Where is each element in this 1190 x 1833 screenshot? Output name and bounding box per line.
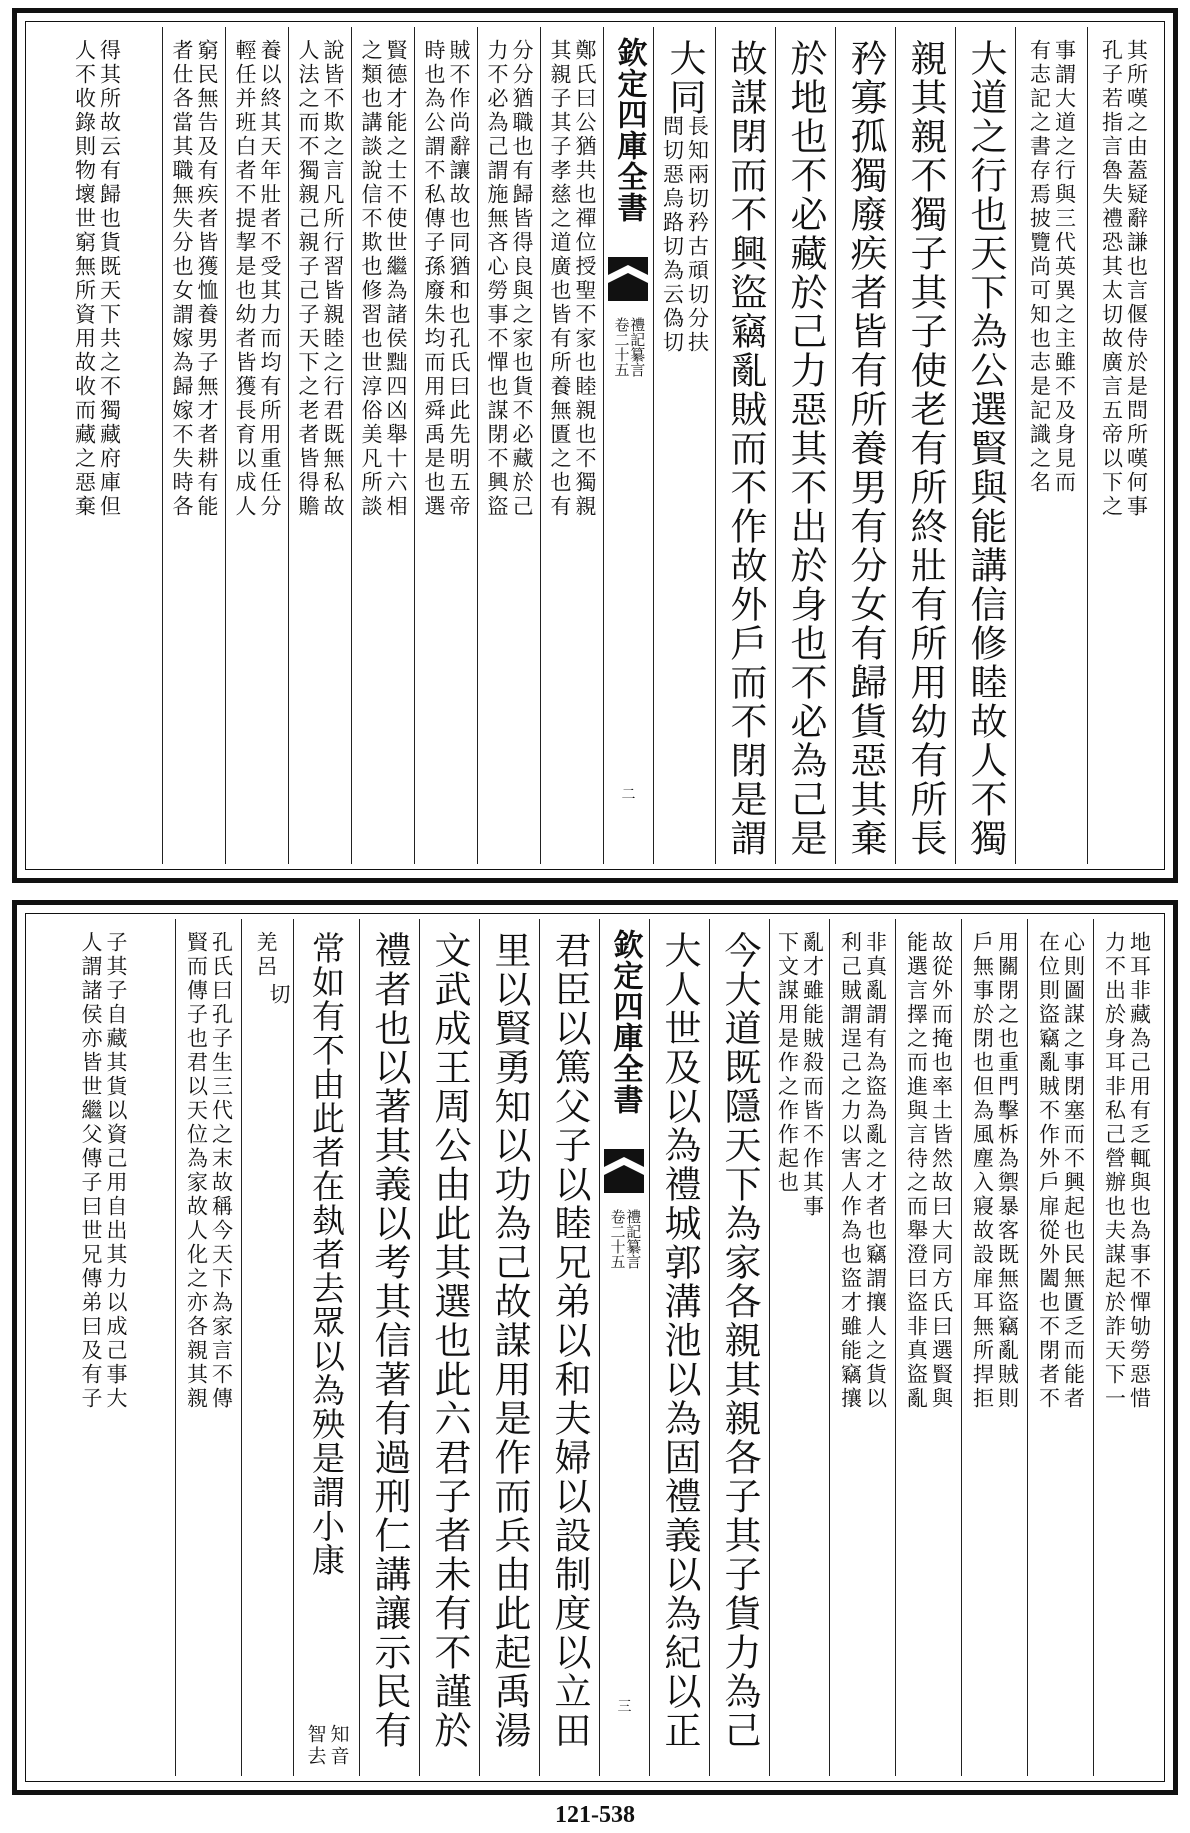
- pronunciation-note: 智去: [304, 1724, 327, 1768]
- commentary-line: 有志記之書存焉披覽尚可知也志是記識之名: [1027, 39, 1052, 495]
- book-title: 欽定四庫全書: [607, 929, 643, 1115]
- lower-page: [12, 900, 1178, 1795]
- commentary-line: 地耳非藏為己用有乏輒與也為事不憚劬勞惡惜: [1127, 931, 1152, 1411]
- pronunciation-note: 長知兩切矜古頑切分扶: [685, 115, 710, 355]
- main-text: 今大道既隱天下為家各親其親各子其子貨力為己: [718, 931, 761, 1750]
- volume-label: 禮記纂言 卷二十五: [612, 317, 647, 377]
- commentary-line: 賢德才能之士不使世繼為諸侯黜四凶舉十六相: [384, 39, 408, 519]
- commentary-column: [1027, 919, 1093, 1776]
- main-text-column: [649, 919, 709, 1776]
- commentary-line: 說皆不欺之言凡所行習皆親睦之行君既無私故: [321, 39, 345, 519]
- commentary-line: 戶無事於閉也但為風塵入寢故設扉耳無所捍拒: [970, 931, 995, 1411]
- commentary-line: 賊不作尚辭讓故也同猶和也孔氏曰此先明五帝: [447, 39, 471, 519]
- commentary-line: 子其子自藏其貨以資己用自出其力以成己事大: [104, 931, 128, 1411]
- main-text-column: [715, 27, 775, 864]
- commentary-column: [162, 27, 225, 864]
- commentary-line: 能選言擇之而進與言待之而舉澄曰盜非真盜亂: [904, 931, 929, 1411]
- commentary-line: 事謂大道之行與三代英異之主雖不及身見而: [1052, 39, 1077, 495]
- main-text-column: [955, 27, 1015, 864]
- main-text: 禮者也以著其義以考其信著有過刑仁講讓示民有: [368, 931, 411, 1750]
- commentary-line: 分分猶職也有歸皆得良與之家也貨不必藏於己: [510, 39, 534, 519]
- commentary-column: [829, 919, 895, 1776]
- commentary-line: 窮民無告及有疾者皆獲恤養男子無才者耕有能: [195, 39, 219, 519]
- main-text: 大道之行也天下為公選賢與能講信修睦故人不獨: [964, 39, 1007, 858]
- folio-number: 三: [617, 1699, 632, 1715]
- main-text: 大人世及以為禮城郭溝池以為固禮義以為紀以正: [658, 931, 701, 1750]
- commentary-column: [1087, 27, 1159, 864]
- commentary-line: 養以終其天年壯者不受其力而均有所用重任分: [258, 39, 282, 519]
- commentary-column: [31, 27, 162, 864]
- commentary-line: 得其所故云有歸也貨既天下共之不獨藏府庫但: [97, 39, 122, 519]
- commentary-column: [288, 27, 351, 864]
- page-number: 121-538: [555, 1802, 635, 1828]
- commentary-line: 鄭氏曰公猶共也禪位授聖不家也睦親也不獨親: [573, 39, 597, 519]
- commentary-column: [225, 27, 288, 864]
- main-text: 故謀閉而不興盜竊亂賊而不作故外戶而不閉是謂: [724, 39, 767, 858]
- commentary-line: 人法之而不獨親己親子己子天下之老者皆得贍: [296, 39, 320, 519]
- commentary-line: 非真亂謂有為盜為亂之才者也竊謂攘人之貨以: [863, 931, 888, 1411]
- commentary-line: 下文謀用是作之作作起也: [775, 931, 800, 1195]
- main-text-column: [895, 27, 955, 864]
- main-text-column: [709, 919, 769, 1776]
- commentary-column: [895, 919, 961, 1776]
- commentary-line: 者仕各當其職無失分也女謂嫁為歸嫁不失時各: [170, 39, 194, 519]
- commentary-line: 故從外而掩也率土皆然故曰大同方氏曰選賢與: [929, 931, 954, 1411]
- commentary-line: 力不出於身耳非私己營辦也夫謀起於詐天下一: [1102, 931, 1127, 1411]
- main-text: 親其親不獨子其子使老有所終壯有所用幼有所長: [904, 39, 947, 858]
- main-text-column: [419, 919, 479, 1776]
- main-text: 君臣以篤父子以睦兄弟以和夫婦以設制度以立田: [548, 931, 591, 1750]
- pronunciation-note: 知音: [327, 1724, 350, 1768]
- commentary-line: 人謂諸侯亦皆世繼父傳子曰世兄傳弟曰及有子: [79, 931, 103, 1411]
- main-text: 大同: [663, 39, 706, 117]
- commentary-line: 其親子其子孝慈之道廣也皆有所養無匱之也有: [548, 39, 572, 519]
- main-text-column: [835, 27, 895, 864]
- main-text-column: [479, 919, 539, 1776]
- pronunciation-note: 問切惡烏路切為云偽切: [660, 115, 685, 355]
- commentary-column: [961, 919, 1027, 1776]
- commentary-line: 利己賊謂逞己之力以害人作為也盜才雖能竊攘: [838, 931, 863, 1411]
- upper-page: [12, 8, 1178, 883]
- commentary-column: [175, 919, 241, 1776]
- commentary-line: 輕任并班白者不提挈是也幼者皆獲長育以成人: [233, 39, 257, 519]
- commentary-line: 之類也講談說信不欺也修習也世淳俗美凡所談: [359, 39, 383, 519]
- folio-number: 二: [621, 787, 636, 803]
- lower-page-columns: [31, 919, 1159, 1776]
- commentary-line: 心則圖謀之事閉塞而不興起也民無匱乏而能者: [1061, 931, 1086, 1411]
- main-text: 矜寡孤獨廢疾者皆有所養男有分女有歸貨惡其棄: [844, 39, 887, 858]
- main-text-column: [775, 27, 835, 864]
- commentary-column: [540, 27, 603, 864]
- commentary-line: 亂才雖能賊殺而皆不作其事: [800, 931, 825, 1219]
- commentary-column: [769, 919, 829, 1776]
- commentary-line: 在位則盜竊亂賊不作外戶扉從外闔也不閉者不: [1036, 931, 1061, 1411]
- main-text: 常如有不由此者在埶者去眾以為殃是謂小康: [307, 931, 346, 1577]
- commentary-line: 人不收錄則物壞世窮無所資用故收而藏之惡棄: [72, 39, 97, 519]
- main-text: 文武成王周公由此其選也此六君子者未有不謹於: [428, 931, 471, 1750]
- main-text: 里以賢勇知以功為己故謀用是作而兵由此起禹湯: [488, 931, 531, 1750]
- commentary-line: 用關閉之也重門擊柝為禦暴客既無盜竊亂賊則: [995, 931, 1020, 1411]
- main-text-column: [539, 919, 599, 1776]
- commentary-column: [31, 919, 175, 1776]
- main-text-column: [359, 919, 419, 1776]
- commentary-column: [414, 27, 477, 864]
- main-text-column: [653, 27, 715, 864]
- volume-label: 禮記纂言 卷二十五: [608, 1209, 643, 1269]
- pronunciation-note: 切: [267, 983, 291, 1004]
- center-fold: [603, 27, 653, 864]
- commentary-column: [351, 27, 414, 864]
- commentary-column: [1093, 919, 1159, 1776]
- upper-page-columns: [31, 27, 1159, 864]
- commentary-line: 時也為公謂不私傳子孫廢朱均而用舜禹是也選: [422, 39, 446, 519]
- fish-tail-mark-icon: [608, 257, 648, 301]
- fish-tail-mark-icon: [604, 1149, 644, 1193]
- main-text: 於地也不必藏於己力惡其不出於身也不必為己是: [784, 39, 827, 858]
- center-fold: [599, 919, 649, 1776]
- main-text-column: [293, 919, 359, 1776]
- commentary-line: 賢而傳子也君以天位為家故人化之亦各親其親: [184, 931, 209, 1411]
- commentary-line: 孔氏曰孔子生三代之末故稱今天下為家言不傳: [209, 931, 234, 1411]
- commentary-line: 力不必為己謂施無吝心勞事不憚也謀閉不興盜: [485, 39, 509, 519]
- note-column: [241, 919, 293, 1776]
- pronunciation-note: 羌呂: [254, 931, 278, 979]
- book-title: 欽定四庫全書: [611, 37, 647, 223]
- commentary-column: [477, 27, 540, 864]
- commentary-line: 其所嘆之由蓋疑辭謙也言偃侍於是問所嘆何事: [1124, 39, 1149, 519]
- commentary-line: 孔子若指言魯失禮恐其太切故廣言五帝以下之: [1099, 39, 1124, 519]
- commentary-column: [1015, 27, 1087, 864]
